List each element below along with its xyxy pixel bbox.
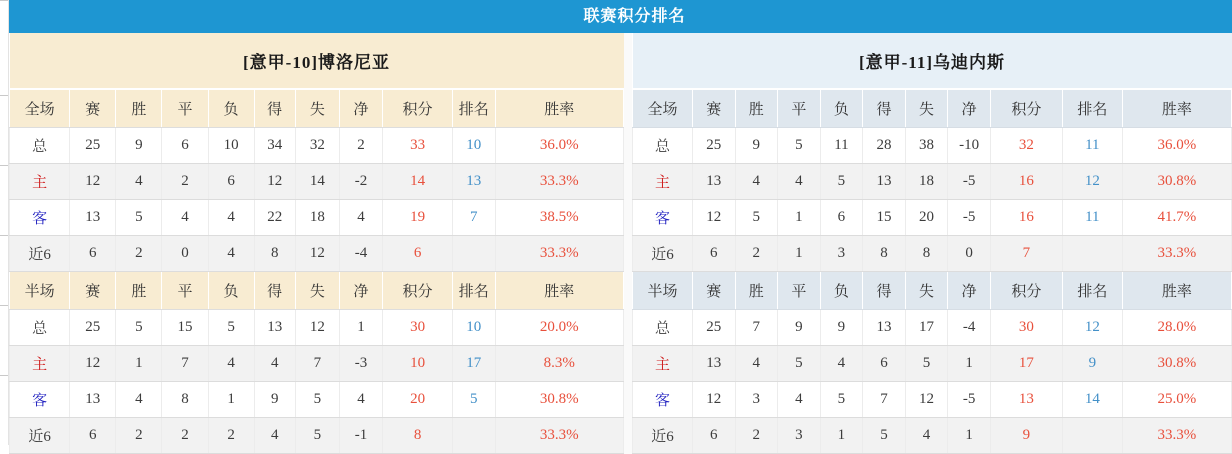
cell-rank: 10 bbox=[453, 310, 495, 346]
cell-losses: 4 bbox=[208, 236, 254, 272]
cell-goals-for: 12 bbox=[254, 164, 295, 200]
col-header-win-rate: 胜率 bbox=[1122, 89, 1231, 128]
cell-losses: 4 bbox=[208, 200, 254, 236]
col-header-wins: 胜 bbox=[116, 89, 162, 128]
cell-goal-diff: 0 bbox=[948, 236, 991, 272]
team-title: [意甲-11]乌迪内斯 bbox=[633, 33, 1232, 89]
team-stats-table bbox=[9, 33, 624, 454]
cell-draws: 5 bbox=[778, 128, 821, 164]
cell-points: 10 bbox=[383, 346, 453, 382]
col-header-win-rate: 胜率 bbox=[1122, 272, 1231, 310]
cell-win-rate: 8.3% bbox=[495, 346, 624, 382]
cell-goals-for: 34 bbox=[254, 128, 295, 164]
cell-wins: 2 bbox=[735, 418, 778, 454]
cell-win-rate: 33.3% bbox=[495, 418, 624, 454]
cell-losses: 2 bbox=[208, 418, 254, 454]
cell-goals-for: 4 bbox=[254, 346, 295, 382]
cell-draws: 0 bbox=[162, 236, 208, 272]
cell-wins: 2 bbox=[116, 236, 162, 272]
cell-played: 13 bbox=[692, 164, 735, 200]
cell-wins: 4 bbox=[116, 382, 162, 418]
cell-wins: 7 bbox=[735, 310, 778, 346]
cell-draws: 4 bbox=[162, 200, 208, 236]
cell-win-rate: 33.3% bbox=[495, 164, 624, 200]
col-header-draws: 平 bbox=[778, 89, 821, 128]
left-table-slot bbox=[9, 33, 624, 454]
cell-scope: 近6 bbox=[633, 236, 693, 272]
cell-played: 13 bbox=[70, 200, 116, 236]
cell-goals-for: 22 bbox=[254, 200, 295, 236]
cell-draws: 15 bbox=[162, 310, 208, 346]
cell-points: 30 bbox=[383, 310, 453, 346]
cell-scope: 主 bbox=[10, 346, 70, 382]
col-header-goal-diff: 净 bbox=[948, 89, 991, 128]
cell-goal-diff: 1 bbox=[948, 418, 991, 454]
cell-scope: 主 bbox=[10, 164, 70, 200]
table-row-last6 bbox=[10, 418, 624, 454]
col-header-wins: 胜 bbox=[735, 89, 778, 128]
cell-played: 25 bbox=[70, 128, 116, 164]
col-header-goals-against: 失 bbox=[295, 272, 339, 310]
table-row-away bbox=[10, 382, 624, 418]
cell-goals-against: 32 bbox=[295, 128, 339, 164]
cell-losses: 9 bbox=[820, 310, 863, 346]
cell-goals-against: 7 bbox=[295, 346, 339, 382]
column-header-row bbox=[10, 272, 624, 310]
cell-goals-against: 5 bbox=[295, 382, 339, 418]
cell-win-rate: 36.0% bbox=[495, 128, 624, 164]
col-header-losses: 负 bbox=[820, 89, 863, 128]
cell-rank: 14 bbox=[1062, 382, 1122, 418]
cell-rank: 7 bbox=[453, 200, 495, 236]
team-title-row bbox=[10, 33, 624, 89]
cell-goal-diff: 4 bbox=[340, 200, 383, 236]
cell-rank: 5 bbox=[453, 382, 495, 418]
left-page-gutter bbox=[0, 0, 9, 445]
cell-win-rate: 33.3% bbox=[495, 236, 624, 272]
cell-points: 6 bbox=[383, 236, 453, 272]
cell-scope: 近6 bbox=[633, 418, 693, 454]
cell-wins: 4 bbox=[116, 164, 162, 200]
cell-losses: 10 bbox=[208, 128, 254, 164]
cell-draws: 4 bbox=[778, 164, 821, 200]
cell-scope: 近6 bbox=[10, 236, 70, 272]
cell-goals-for: 8 bbox=[863, 236, 906, 272]
cell-wins: 4 bbox=[735, 164, 778, 200]
cell-points: 9 bbox=[990, 418, 1062, 454]
col-header-played: 赛 bbox=[692, 272, 735, 310]
cell-goal-diff: 2 bbox=[340, 128, 383, 164]
cell-points: 30 bbox=[990, 310, 1062, 346]
cell-wins: 2 bbox=[735, 236, 778, 272]
cell-goals-against: 18 bbox=[295, 200, 339, 236]
cell-goals-against: 12 bbox=[295, 236, 339, 272]
team-title-row bbox=[633, 33, 1232, 89]
cell-played: 6 bbox=[70, 236, 116, 272]
cell-losses: 6 bbox=[820, 200, 863, 236]
cell-win-rate: 30.8% bbox=[1122, 346, 1231, 382]
cell-played: 12 bbox=[70, 346, 116, 382]
cell-losses: 5 bbox=[208, 310, 254, 346]
cell-goals-for: 7 bbox=[863, 382, 906, 418]
cell-losses: 11 bbox=[820, 128, 863, 164]
table-row-home bbox=[633, 164, 1232, 200]
cell-points: 13 bbox=[990, 382, 1062, 418]
cell-draws: 8 bbox=[162, 382, 208, 418]
cell-wins: 4 bbox=[735, 346, 778, 382]
cell-points: 7 bbox=[990, 236, 1062, 272]
cell-played: 6 bbox=[692, 236, 735, 272]
col-header-rank: 排名 bbox=[453, 272, 495, 310]
col-header-played: 赛 bbox=[70, 89, 116, 128]
cell-points: 8 bbox=[383, 418, 453, 454]
cell-wins: 5 bbox=[116, 310, 162, 346]
cell-points: 20 bbox=[383, 382, 453, 418]
col-header-losses: 负 bbox=[208, 272, 254, 310]
col-header-goal-diff: 净 bbox=[948, 272, 991, 310]
cell-goal-diff: -5 bbox=[948, 382, 991, 418]
cell-goals-for: 13 bbox=[863, 310, 906, 346]
cell-draws: 3 bbox=[778, 418, 821, 454]
table-row-away bbox=[10, 200, 624, 236]
cell-played: 13 bbox=[692, 346, 735, 382]
cell-draws: 5 bbox=[778, 346, 821, 382]
cell-scope: 近6 bbox=[10, 418, 70, 454]
cell-goals-against: 18 bbox=[905, 164, 948, 200]
col-header-draws: 平 bbox=[162, 272, 208, 310]
cell-wins: 9 bbox=[116, 128, 162, 164]
cell-goals-for: 5 bbox=[863, 418, 906, 454]
cell-draws: 4 bbox=[778, 382, 821, 418]
cell-draws: 7 bbox=[162, 346, 208, 382]
cell-win-rate: 28.0% bbox=[1122, 310, 1231, 346]
main-content bbox=[9, 0, 1232, 454]
cell-goal-diff: -5 bbox=[948, 200, 991, 236]
column-header-row bbox=[633, 89, 1232, 128]
cell-points: 19 bbox=[383, 200, 453, 236]
cell-rank: 9 bbox=[1062, 346, 1122, 382]
cell-goals-against: 12 bbox=[905, 382, 948, 418]
cell-played: 6 bbox=[70, 418, 116, 454]
cell-scope: 总 bbox=[633, 310, 693, 346]
col-header-rank: 排名 bbox=[1062, 89, 1122, 128]
cell-losses: 1 bbox=[208, 382, 254, 418]
col-header-wins: 胜 bbox=[116, 272, 162, 310]
cell-scope: 客 bbox=[633, 200, 693, 236]
col-header-goals-for: 得 bbox=[863, 272, 906, 310]
cell-goal-diff: -10 bbox=[948, 128, 991, 164]
cell-rank bbox=[453, 418, 495, 454]
col-header-draws: 平 bbox=[778, 272, 821, 310]
col-header-rank: 排名 bbox=[1062, 272, 1122, 310]
col-header-goals-for: 得 bbox=[254, 89, 295, 128]
cell-goals-against: 17 bbox=[905, 310, 948, 346]
cell-win-rate: 25.0% bbox=[1122, 382, 1231, 418]
cell-scope: 总 bbox=[10, 310, 70, 346]
cell-win-rate: 36.0% bbox=[1122, 128, 1231, 164]
cell-rank: 11 bbox=[1062, 200, 1122, 236]
table-gap-divider bbox=[624, 33, 632, 454]
team-stats-table bbox=[632, 33, 1232, 454]
cell-goals-for: 13 bbox=[254, 310, 295, 346]
col-header-points: 积分 bbox=[990, 272, 1062, 310]
cell-losses: 4 bbox=[820, 346, 863, 382]
col-header-goal-diff: 净 bbox=[340, 272, 383, 310]
cell-wins: 2 bbox=[116, 418, 162, 454]
cell-wins: 9 bbox=[735, 128, 778, 164]
cell-points: 32 bbox=[990, 128, 1062, 164]
table-row-home bbox=[633, 346, 1232, 382]
cell-goal-diff: 4 bbox=[340, 382, 383, 418]
cell-played: 12 bbox=[692, 382, 735, 418]
tables-container bbox=[9, 33, 1232, 454]
cell-scope: 客 bbox=[633, 382, 693, 418]
col-header-scope: 全场 bbox=[633, 89, 693, 128]
column-header-row bbox=[10, 89, 624, 128]
cell-losses: 5 bbox=[820, 164, 863, 200]
table-row-home bbox=[10, 346, 624, 382]
col-header-win-rate: 胜率 bbox=[495, 272, 624, 310]
cell-goal-diff: -3 bbox=[340, 346, 383, 382]
col-header-goals-against: 失 bbox=[295, 89, 339, 128]
cell-goal-diff: -4 bbox=[340, 236, 383, 272]
cell-goals-against: 12 bbox=[295, 310, 339, 346]
cell-scope: 客 bbox=[10, 382, 70, 418]
cell-goals-for: 6 bbox=[863, 346, 906, 382]
table-row-away bbox=[633, 382, 1232, 418]
cell-goals-against: 5 bbox=[905, 346, 948, 382]
col-header-scope: 半场 bbox=[633, 272, 693, 310]
col-header-goals-against: 失 bbox=[905, 272, 948, 310]
cell-scope: 客 bbox=[10, 200, 70, 236]
cell-goal-diff: -4 bbox=[948, 310, 991, 346]
column-header-row bbox=[633, 272, 1232, 310]
cell-draws: 9 bbox=[778, 310, 821, 346]
cell-goals-for: 4 bbox=[254, 418, 295, 454]
cell-win-rate: 30.8% bbox=[495, 382, 624, 418]
cell-goal-diff: -1 bbox=[340, 418, 383, 454]
table-row-away bbox=[633, 200, 1232, 236]
cell-goal-diff: -2 bbox=[340, 164, 383, 200]
cell-draws: 2 bbox=[162, 418, 208, 454]
col-header-win-rate: 胜率 bbox=[495, 89, 624, 128]
cell-goals-against: 38 bbox=[905, 128, 948, 164]
cell-rank: 10 bbox=[453, 128, 495, 164]
cell-points: 33 bbox=[383, 128, 453, 164]
cell-win-rate: 33.3% bbox=[1122, 418, 1231, 454]
cell-points: 16 bbox=[990, 164, 1062, 200]
cell-played: 6 bbox=[692, 418, 735, 454]
cell-goals-for: 15 bbox=[863, 200, 906, 236]
table-row-total bbox=[10, 310, 624, 346]
cell-wins: 5 bbox=[116, 200, 162, 236]
cell-played: 25 bbox=[70, 310, 116, 346]
col-header-played: 赛 bbox=[70, 272, 116, 310]
team-title: [意甲-10]博洛尼亚 bbox=[10, 33, 624, 89]
right-table-slot bbox=[632, 33, 1232, 454]
col-header-scope: 全场 bbox=[10, 89, 70, 128]
cell-rank bbox=[1062, 236, 1122, 272]
cell-goals-against: 4 bbox=[905, 418, 948, 454]
col-header-points: 积分 bbox=[990, 89, 1062, 128]
cell-goals-for: 28 bbox=[863, 128, 906, 164]
cell-draws: 2 bbox=[162, 164, 208, 200]
col-header-rank: 排名 bbox=[453, 89, 495, 128]
cell-rank: 12 bbox=[1062, 310, 1122, 346]
cell-played: 13 bbox=[70, 382, 116, 418]
col-header-losses: 负 bbox=[820, 272, 863, 310]
cell-goals-against: 14 bbox=[295, 164, 339, 200]
cell-losses: 3 bbox=[820, 236, 863, 272]
cell-rank: 17 bbox=[453, 346, 495, 382]
col-header-played: 赛 bbox=[692, 89, 735, 128]
cell-losses: 5 bbox=[820, 382, 863, 418]
cell-scope: 主 bbox=[633, 164, 693, 200]
col-header-points: 积分 bbox=[383, 272, 453, 310]
page-title: 联赛积分排名 bbox=[9, 0, 1232, 33]
col-header-goal-diff: 净 bbox=[340, 89, 383, 128]
cell-points: 17 bbox=[990, 346, 1062, 382]
col-header-goals-for: 得 bbox=[254, 272, 295, 310]
cell-win-rate: 30.8% bbox=[1122, 164, 1231, 200]
cell-wins: 1 bbox=[116, 346, 162, 382]
cell-goals-against: 20 bbox=[905, 200, 948, 236]
table-row-total bbox=[633, 128, 1232, 164]
table-row-total bbox=[10, 128, 624, 164]
cell-win-rate: 41.7% bbox=[1122, 200, 1231, 236]
cell-goals-against: 5 bbox=[295, 418, 339, 454]
cell-played: 12 bbox=[692, 200, 735, 236]
table-row-total bbox=[633, 310, 1232, 346]
cell-scope: 总 bbox=[633, 128, 693, 164]
cell-played: 25 bbox=[692, 310, 735, 346]
cell-played: 25 bbox=[692, 128, 735, 164]
cell-goal-diff: -5 bbox=[948, 164, 991, 200]
col-header-draws: 平 bbox=[162, 89, 208, 128]
cell-rank: 12 bbox=[1062, 164, 1122, 200]
cell-draws: 1 bbox=[778, 200, 821, 236]
cell-win-rate: 20.0% bbox=[495, 310, 624, 346]
cell-goals-for: 13 bbox=[863, 164, 906, 200]
col-header-points: 积分 bbox=[383, 89, 453, 128]
cell-rank: 11 bbox=[1062, 128, 1122, 164]
table-row-last6 bbox=[633, 418, 1232, 454]
cell-win-rate: 33.3% bbox=[1122, 236, 1231, 272]
cell-rank: 13 bbox=[453, 164, 495, 200]
cell-wins: 5 bbox=[735, 200, 778, 236]
table-row-last6 bbox=[10, 236, 624, 272]
table-row-last6 bbox=[633, 236, 1232, 272]
cell-goals-against: 8 bbox=[905, 236, 948, 272]
cell-losses: 4 bbox=[208, 346, 254, 382]
cell-win-rate: 38.5% bbox=[495, 200, 624, 236]
cell-losses: 1 bbox=[820, 418, 863, 454]
cell-goal-diff: 1 bbox=[948, 346, 991, 382]
cell-points: 16 bbox=[990, 200, 1062, 236]
cell-losses: 6 bbox=[208, 164, 254, 200]
cell-wins: 3 bbox=[735, 382, 778, 418]
col-header-scope: 半场 bbox=[10, 272, 70, 310]
cell-points: 14 bbox=[383, 164, 453, 200]
table-row-home bbox=[10, 164, 624, 200]
cell-scope: 总 bbox=[10, 128, 70, 164]
cell-played: 12 bbox=[70, 164, 116, 200]
col-header-losses: 负 bbox=[208, 89, 254, 128]
cell-goals-for: 9 bbox=[254, 382, 295, 418]
col-header-goals-for: 得 bbox=[863, 89, 906, 128]
cell-draws: 6 bbox=[162, 128, 208, 164]
cell-scope: 主 bbox=[633, 346, 693, 382]
cell-goals-for: 8 bbox=[254, 236, 295, 272]
cell-draws: 1 bbox=[778, 236, 821, 272]
cell-rank bbox=[1062, 418, 1122, 454]
col-header-wins: 胜 bbox=[735, 272, 778, 310]
col-header-goals-against: 失 bbox=[905, 89, 948, 128]
cell-rank bbox=[453, 236, 495, 272]
cell-goal-diff: 1 bbox=[340, 310, 383, 346]
